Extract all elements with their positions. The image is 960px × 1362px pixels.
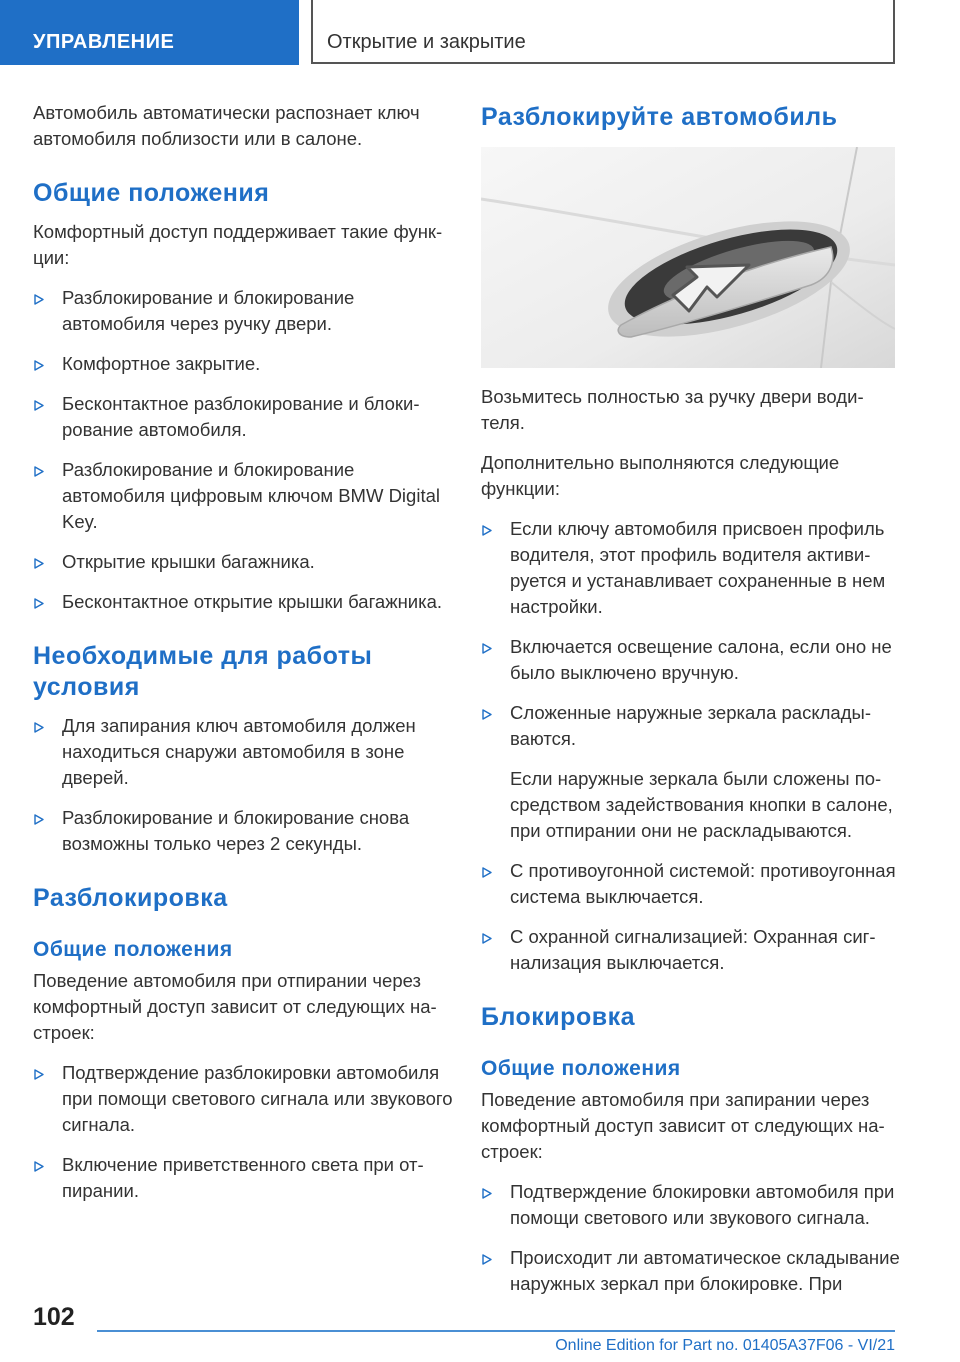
list-item: Для запирания ключ автомобиля должен находиться снаружи автомобиля в зоне дверей. — [33, 713, 453, 791]
section-tab: УПРАВЛЕНИЕ — [0, 0, 299, 65]
list-item: Сложенные наружные зеркала раскладываются. Если наружные зеркала были сложены посредством задействования кнопки в салоне, при отпирании они не раскладываются. — [481, 700, 901, 844]
triangle-bullet-icon — [34, 392, 44, 418]
unlock-subheading: Общие положения — [33, 938, 233, 961]
edition-footer: Online Edition for Part no. 01405A37F06 - VI/21 — [555, 1337, 895, 1354]
triangle-bullet-icon — [34, 352, 44, 378]
triangle-bullet-icon — [34, 286, 44, 312]
general-heading: Общие положения — [33, 179, 270, 207]
intro-paragraph: Автомобиль автоматически распознает ключ автомобиля поблизости или в салоне. — [33, 102, 420, 149]
list-item: Открытие крышки багажника. — [33, 549, 453, 575]
lock-subheading: Общие положения — [481, 1057, 681, 1080]
triangle-bullet-icon — [482, 635, 492, 661]
list-item: Если ключу автомобиля присвоен профиль водителя, этот профиль водителя активируется и устанавливает сохраненные в нем настройки. — [481, 516, 901, 620]
triangle-bullet-icon — [34, 1153, 44, 1179]
unlock-paragraph: Поведение автомобиля при отпирании через комфортный доступ зависит от следующих настроек: — [33, 970, 437, 1043]
triangle-bullet-icon — [34, 590, 44, 616]
list-item: Бесконтактное разблокирование и блокирование автомобиля. — [33, 391, 453, 443]
unlock-car-heading: Разблокируйте автомобиль — [481, 103, 838, 131]
general-paragraph: Комфортный доступ поддерживает такие функции: — [33, 221, 443, 268]
list-item: Разблокирование и блокирование автомобиля через ручку двери. — [33, 285, 453, 337]
functions-list — [481, 516, 901, 976]
triangle-bullet-icon — [482, 859, 492, 885]
list-item: Бесконтактное открытие крышки багажника. — [33, 589, 453, 615]
door-handle-illustration — [481, 147, 895, 368]
conditions-list — [33, 713, 453, 857]
list-item: Разблокирование и блокирование снова возможны только через 2 секунды. — [33, 805, 453, 857]
footer-divider — [97, 1330, 895, 1332]
right-column — [481, 100, 901, 1311]
list-item: Происходит ли автоматическое складывание наружных зеркал при блокировке. При — [481, 1245, 901, 1297]
list-item: Включается освещение салона, если оно не было выключено вручную. — [481, 634, 901, 686]
triangle-bullet-icon — [34, 714, 44, 740]
features-list — [33, 285, 453, 615]
grab-handle-paragraph: Возьмитесь полностью за ручку двери водителя. — [481, 386, 864, 433]
lock-paragraph: Поведение автомобиля при запирании через комфортный доступ зависит от следующих настроек: — [481, 1089, 885, 1162]
triangle-bullet-icon — [482, 925, 492, 951]
unlock-heading: Разблокировка — [33, 884, 228, 912]
triangle-bullet-icon — [34, 550, 44, 576]
list-item: Подтверждение блокировки автомобиля при помощи светового или звукового сигнала. — [481, 1179, 901, 1231]
lock-settings-list — [481, 1179, 901, 1297]
left-column — [33, 100, 453, 1218]
triangle-bullet-icon — [34, 1061, 44, 1087]
additional-functions-paragraph: Дополнительно выполняются следующие функции: — [481, 452, 840, 499]
list-item: Подтверждение разблокировки автомобиля при помощи светового сигнала или звукового сигнала. — [33, 1060, 453, 1138]
triangle-bullet-icon — [482, 701, 492, 727]
unlock-settings-list — [33, 1060, 453, 1204]
list-item: С противоугонной системой: противоугонная система выключается. — [481, 858, 901, 910]
triangle-bullet-icon — [34, 806, 44, 832]
triangle-bullet-icon — [482, 1180, 492, 1206]
mirror-note: Если наружные зеркала были сложены посредством задействования кнопки в салоне, при отпирании они не раскладываются. — [510, 768, 893, 841]
page-number: 102 — [33, 1303, 75, 1331]
list-item: Разблокирование и блокирование автомобиля цифровым ключом BMW Digital Key. — [33, 457, 453, 535]
list-item: С охранной сигнализацией: Охранная сигнализация выключается. — [481, 924, 901, 976]
conditions-heading: Необходимые для работы условия — [33, 642, 373, 701]
triangle-bullet-icon — [482, 517, 492, 543]
triangle-bullet-icon — [34, 458, 44, 484]
triangle-bullet-icon — [482, 1246, 492, 1272]
list-item: Комфортное закрытие. — [33, 351, 453, 377]
list-item: Включение приветственного света при отпирании. — [33, 1152, 453, 1204]
chapter-title: Открытие и закрытие — [327, 31, 526, 53]
lock-heading: Блокировка — [481, 1003, 635, 1031]
